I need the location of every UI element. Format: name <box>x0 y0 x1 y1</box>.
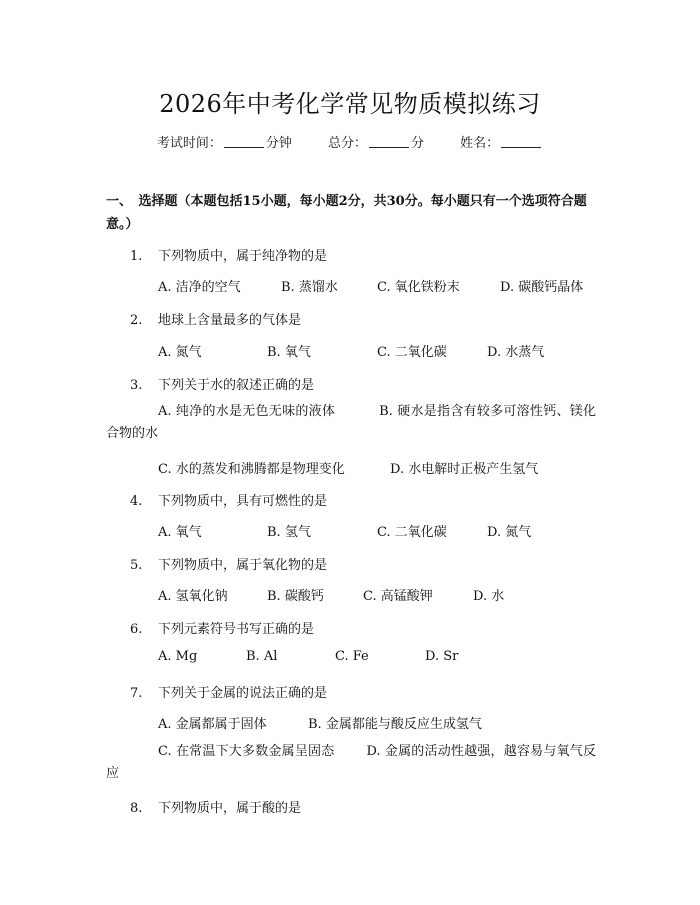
option-a: A. 金属都属于固体 <box>158 717 267 732</box>
question-4: 4. 下列物质中，具有可燃性的是 <box>130 494 328 509</box>
question-5: 5. 下列物质中，属于氧化物的是 <box>130 558 328 573</box>
option-c: C. 二氧化碳 <box>377 345 447 360</box>
section-heading: 一、 选择题（本题包括15小题，每小题2分，共30分。每小题只有一个选项符合题意。） <box>106 194 587 232</box>
option-d: D. Sr <box>425 649 459 664</box>
option-c: C. 水的蒸发和沸腾都是物理变化 <box>158 462 345 477</box>
question-7-options-row2 <box>106 741 596 785</box>
option-d: D. 氮气 <box>487 525 532 540</box>
option-c: C. 氧化铁粉末 <box>377 280 460 295</box>
question-7: 7. 下列关于金属的说法正确的是 <box>130 686 328 701</box>
option-c: C. 二氧化碳 <box>377 525 447 540</box>
option-a: A. 氢氧化钠 <box>158 589 228 604</box>
option-b: B. 氢气 <box>267 525 311 540</box>
option-b: B. 金属都能与酸反应生成氢气 <box>308 717 482 732</box>
option-a: A. 洁净的空气 <box>158 280 241 295</box>
option-d: D. 水蒸气 <box>487 345 545 360</box>
option-c: C. Fe <box>335 649 369 664</box>
exam-meta <box>0 132 700 151</box>
option-d: D. 水 <box>473 589 505 604</box>
question-1: 1. 下列物质中，属于纯净物的是 <box>130 249 328 264</box>
exam-time: 考试时间： 分钟 <box>156 136 292 151</box>
name-blank <box>501 135 541 148</box>
option-a: A. Mg <box>158 649 198 664</box>
question-6: 6. 下列元素符号书写正确的是 <box>130 622 315 637</box>
option-b: B. 氧气 <box>267 345 311 360</box>
option-d: D. 碳酸钙晶体 <box>500 280 584 295</box>
option-b: B. 硬水是指含有较多可溶性钙、镁化合物的水 <box>106 404 597 441</box>
option-a: A. 纯净的水是无色无味的液体 <box>158 404 336 419</box>
question-8: 8. 下列物质中，属于酸的是 <box>130 801 302 816</box>
option-b: B. Al <box>246 649 278 664</box>
page-title: 2026年中考化学常见物质模拟练习 <box>159 90 541 118</box>
option-b: B. 碳酸钙 <box>267 589 324 604</box>
option-d: D. 水电解时正极产生氢气 <box>390 462 539 477</box>
option-c: C. 高锰酸钾 <box>363 589 433 604</box>
time-blank <box>224 135 264 148</box>
question-3: 3. 下列关于水的叙述正确的是 <box>130 378 315 393</box>
question-2: 2. 地球上含量最多的气体是 <box>130 313 302 328</box>
score-blank <box>369 135 409 148</box>
option-c: C. 在常温下大多数金属呈固态 <box>158 744 335 759</box>
option-d: D. 金属的活动性越强，越容易与氧气反应 <box>106 744 596 781</box>
student-name: 姓名： <box>460 136 543 151</box>
option-a: A. 氧气 <box>158 525 202 540</box>
option-a: A. 氮气 <box>158 345 202 360</box>
question-3-options-row1 <box>106 401 596 445</box>
option-b: B. 蒸馏水 <box>281 280 338 295</box>
total-score: 总分： 分 <box>327 136 425 151</box>
